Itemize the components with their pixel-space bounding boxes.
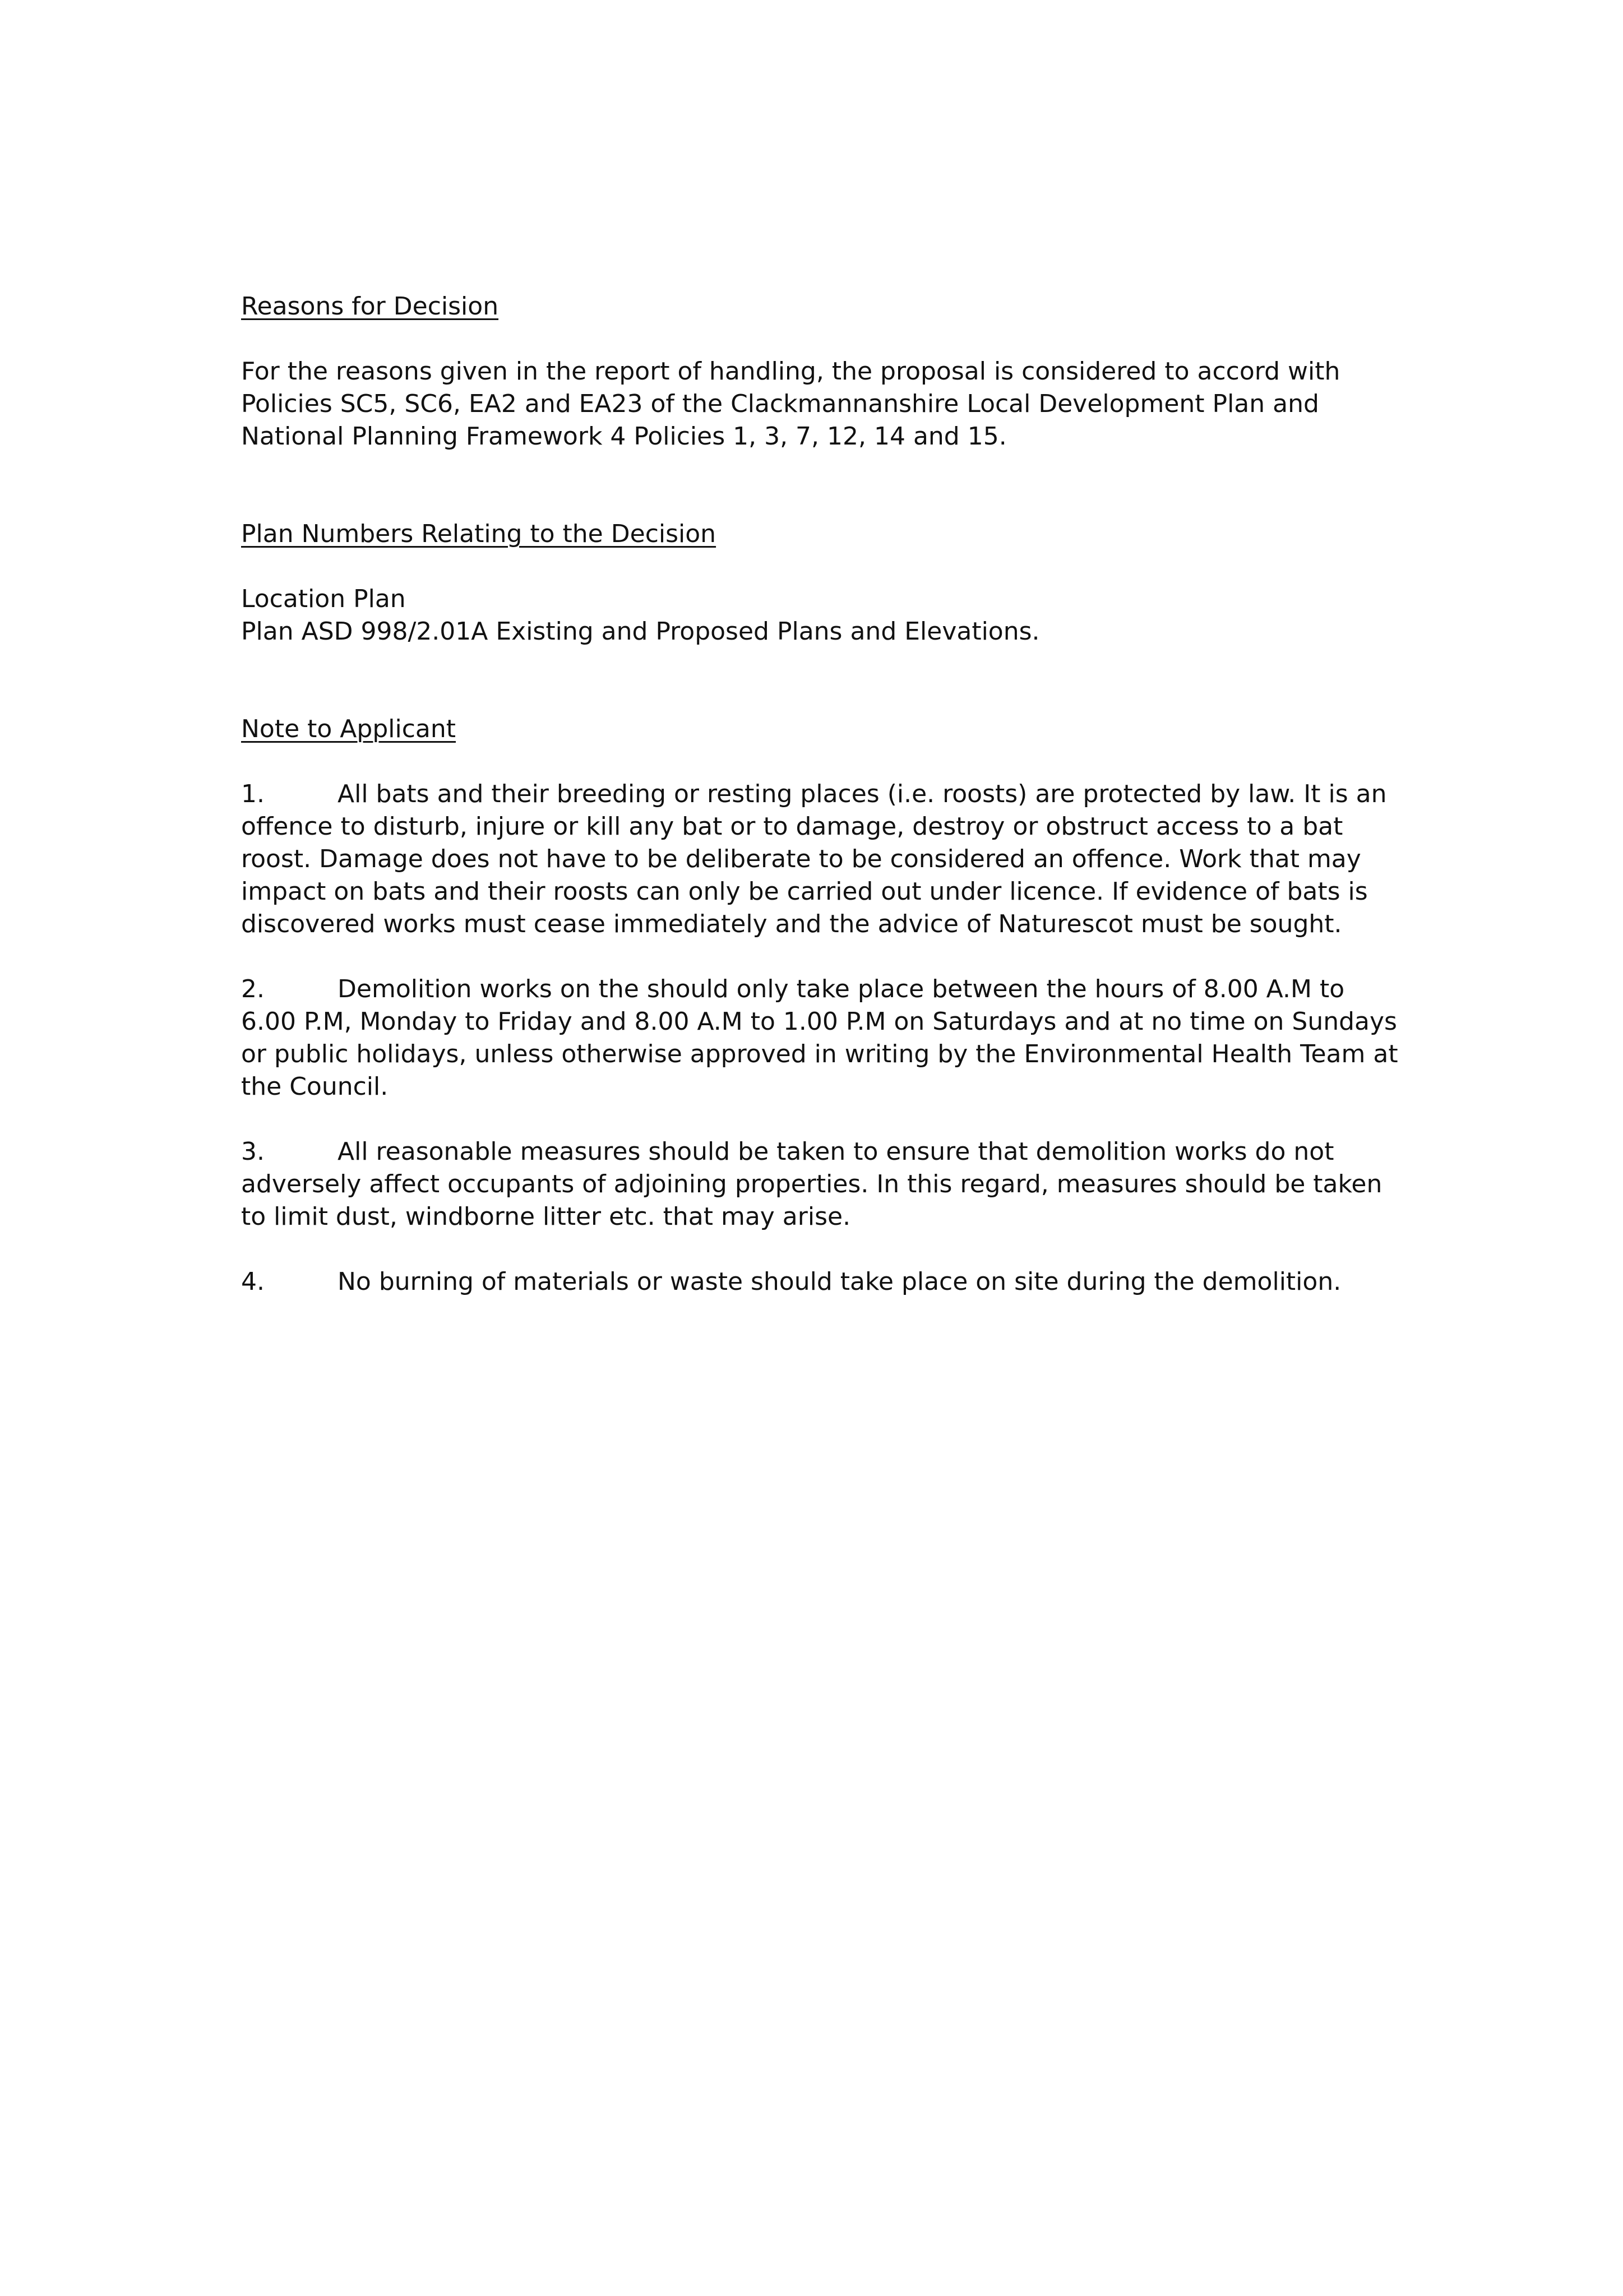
note-to-applicant-heading: Note to Applicant <box>241 715 456 743</box>
note-text: No burning of materials or waste should take place on site during the demolition. <box>337 1267 1342 1296</box>
plan-numbers-heading: Plan Numbers Relating to the Decision <box>241 520 716 548</box>
plan-item-drawing: Plan ASD 998/2.01A Existing and Proposed Plans and Elevations. <box>241 617 1040 646</box>
note-item <box>241 973 1402 1103</box>
plan-item-location: Location Plan <box>241 585 406 613</box>
note-number: 1. <box>241 780 265 808</box>
note-number: 2. <box>241 975 265 1003</box>
document-body <box>241 290 1402 1298</box>
note-item <box>241 778 1402 941</box>
note-item <box>241 1266 1402 1298</box>
note-number: 4. <box>241 1267 265 1296</box>
note-text: All reasonable measures should be taken to ensure that demolition works do not adversely affect occupants of adjoining properties. In this regard, measures should be taken to limit dust, windborne litter etc. that may arise. <box>241 1137 1382 1231</box>
note-item <box>241 1136 1402 1233</box>
note-number: 3. <box>241 1137 265 1166</box>
note-text: Demolition works on the should only take place between the hours of 8.00 A.M to 6.00 P.M, Monday to Friday and 8.00 A.M to 1.00 P.M on Saturdays and at no time on Sundays or public holidays, unless otherwise approved in writing by the Environmental Health Team at the Council. <box>241 975 1398 1101</box>
note-text: All bats and their breeding or resting places (i.e. roosts) are protected by law. It is an offence to disturb, injure or kill any bat or to damage, destroy or obstruct access to a bat roost. Damage does not have to be deliberate to be considered an offence. Work that may impact on bats and their roosts can only be carried out under licence. If evidence of bats is discovered works must cease immediately and the advice of Naturescot must be sought. <box>241 780 1387 938</box>
plan-list <box>241 583 1402 648</box>
reasons-heading: Reasons for Decision <box>241 292 499 321</box>
reasons-text: For the reasons given in the report of handling, the proposal is considered to accord with Policies SC5, SC6, EA2 and EA23 of the Clackmannanshire Local Development Plan and National Planning Framework 4 Policies 1, 3, 7, 12, 14 and 15. <box>241 357 1340 451</box>
